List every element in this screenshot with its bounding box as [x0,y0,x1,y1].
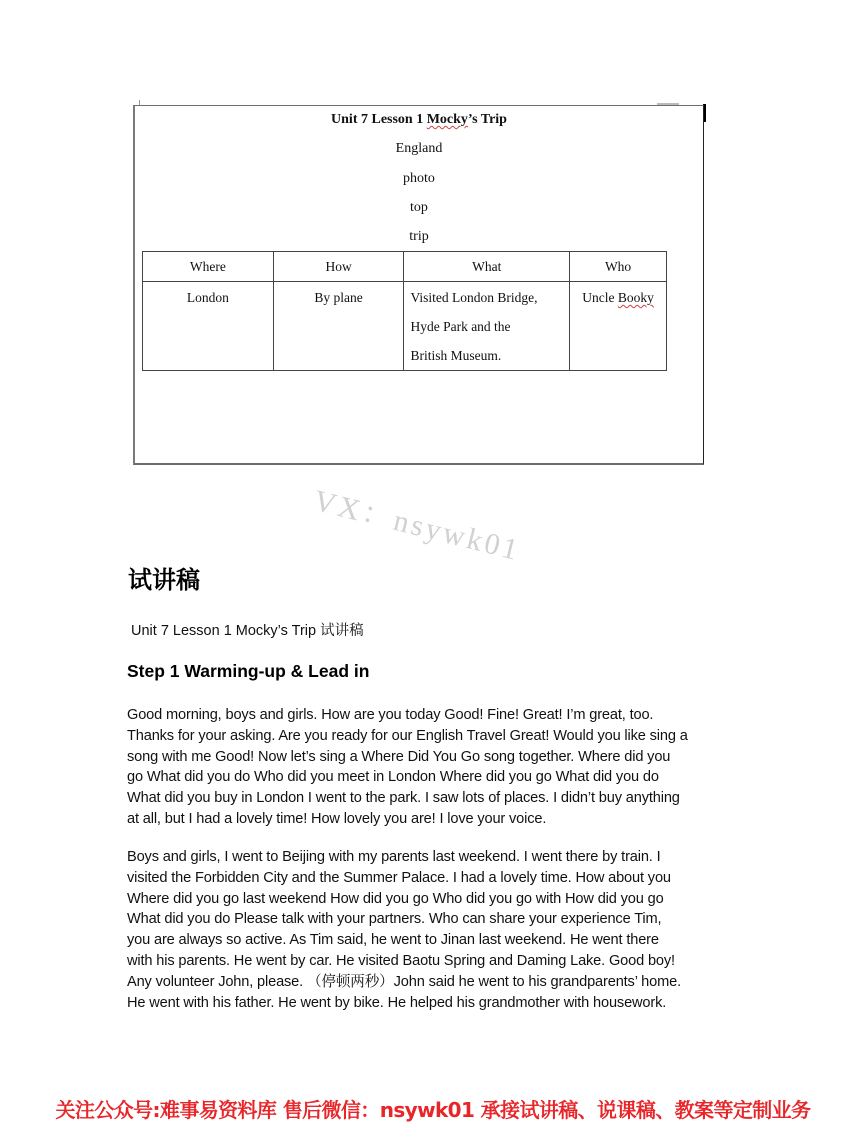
page-heading: 试讲稿 [128,566,200,594]
cell-what [404,282,570,371]
watermark-text: VX：nsywk01 [310,484,524,568]
board-word: England [395,141,443,156]
text-line: visited the Forbidden City and the Summer Palace. I had a lovely time. How about you [127,869,671,886]
text-line: What did you buy in London I went to the park. I saw lots of places. I didn’t buy anything [127,790,680,807]
text-line: Good morning, boys and girls. How are you today Good! Fine! Great! I’m great, too. [127,707,654,723]
text-line: you are always so active. As Tim said, he went to Jinan last weekend. He went there [127,932,659,949]
text-line: song with me Good! Now let’s sing a Where Did You Go song together. Where did you [127,748,671,765]
board-word: photo [403,171,435,186]
text-line: He went with his father. He went by bike. He helped his grandmother with housework. [127,994,667,1011]
text-line: Any volunteer John, please. （停顿两秒）John said he went to his grandparents’ home. [127,973,681,990]
cell-who-prefix: Uncle [582,290,618,305]
text-line: at all, but I had a lovely time! How lovely you are! I love your voice. [127,810,547,827]
board-title-suffix: ’s Trip [467,112,507,127]
table-row [143,282,667,371]
board-design-image [133,105,704,465]
text-line: What did you do Please talk with your partners. Who can share your experience Tim, [127,911,662,928]
column-header-how: How [273,252,404,282]
spellcheck-word: Mocky [426,112,468,127]
step1-heading: Step 1 Warming-up & Lead in [127,661,370,681]
column-header-where: Where [143,252,274,282]
board-word: top [410,200,428,215]
cell-where: London [143,282,274,371]
cell-what-line: Visited London Bridge, [410,290,538,305]
text-line: Where did you go last weekend How did you go Who did you go with How did you go [127,890,664,907]
text-line: Boys and girls, I went to Beijing with my parents last weekend. I went there by train. I [127,849,661,865]
spellcheck-word: Booky [617,290,654,305]
board-title [135,112,703,128]
board-word: trip [409,229,429,244]
watermark [310,475,526,569]
text-line: Thanks for your asking. Are you ready for our English Travel Great! Would you like sing a [127,727,688,744]
footer-promo-banner: 关注公众号:难事易资料库 售后微信：nsywk01 承接试讲稿、说课稿、教案等定制业务 [55,1098,811,1122]
paragraph-warmup [127,705,747,830]
text-line: go What did you do Who did you meet in London Where did you go What did you do [127,769,659,786]
column-header-what: What [404,252,570,282]
paragraph-lead-in [127,847,747,1013]
document-subtitle: Unit 7 Lesson 1 Mocky’s Trip 试讲稿 [131,623,364,639]
cell-what-line: Hyde Park and the [410,319,511,334]
column-header-who: Who [570,252,667,282]
text-line: with his parents. He went by car. He visited Baotu Spring and Daming Lake. Good boy! [127,952,675,969]
trip-table [142,251,667,371]
board-title-prefix: Unit 7 Lesson 1 [331,112,427,127]
cell-who [570,282,667,371]
table-header-row [143,252,667,282]
cell-what-line: British Museum. [410,348,502,363]
cell-how: By plane [273,282,404,371]
